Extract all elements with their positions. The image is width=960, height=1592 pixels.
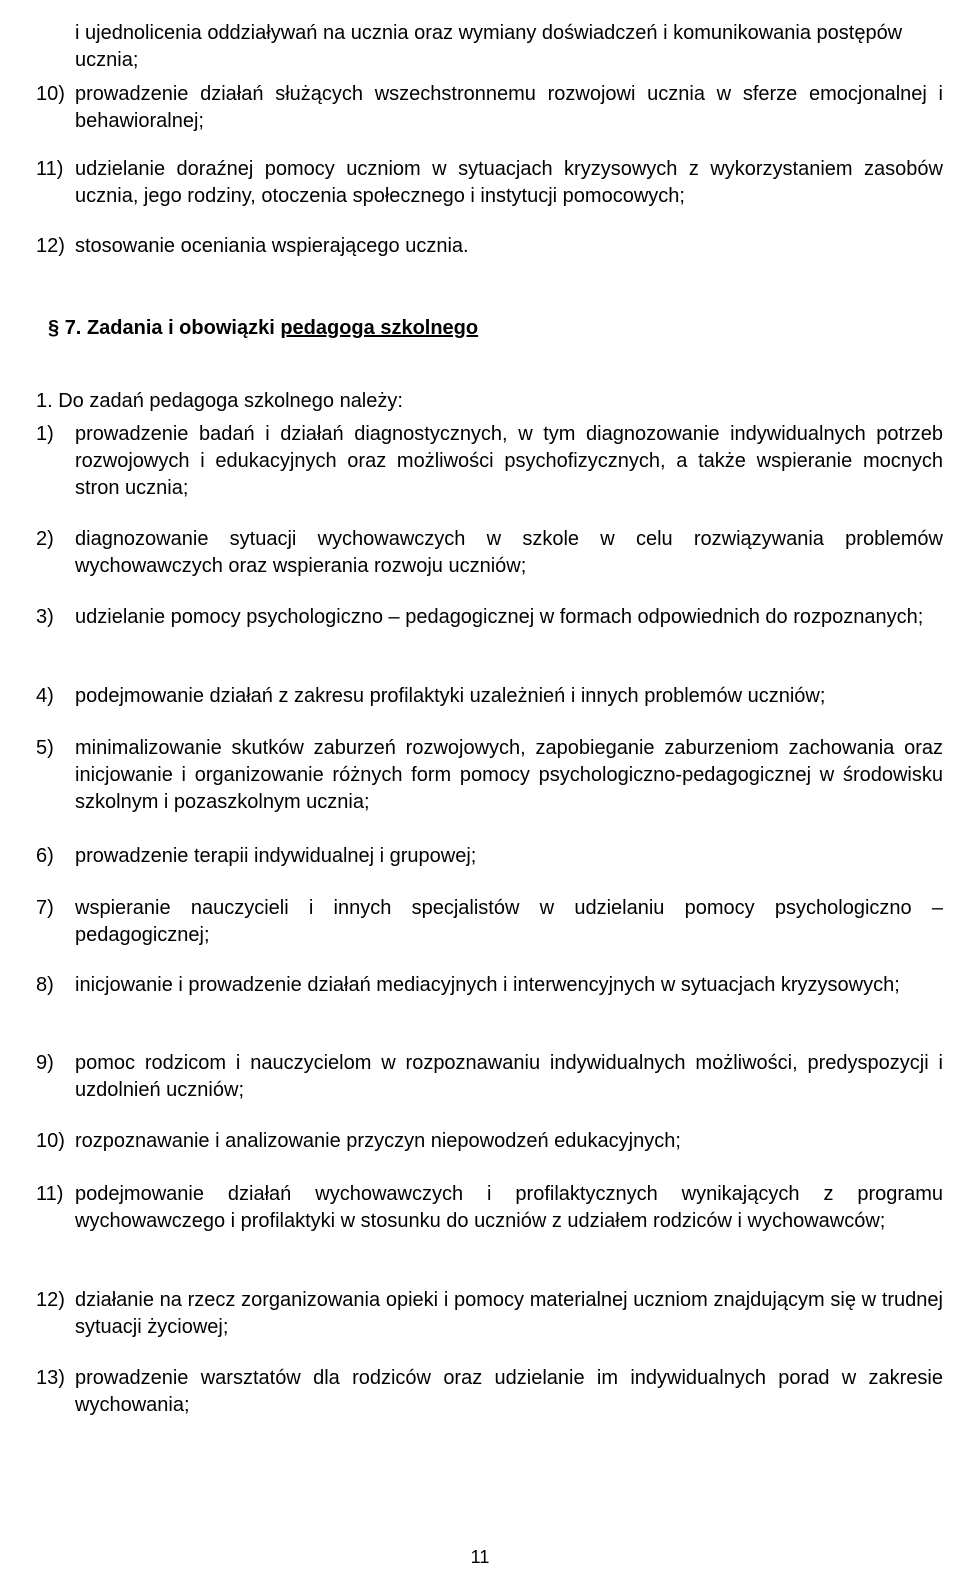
- continuation-text: i ujednolicenia oddziaływań na ucznia oraz wymiany doświadczeń i komunikowania postępów ucznia;: [75, 22, 903, 71]
- list-number: 6): [36, 845, 54, 867]
- list-item: [36, 1287, 943, 1341]
- list-item: [36, 895, 943, 949]
- list-number: 7): [36, 897, 54, 919]
- page-number: 11: [470, 1547, 490, 1567]
- list-text: prowadzenie badań i działań diagnostycznych, w tym diagnozowanie indywidualnych potrzeb rozwojowych i edukacyjnych oraz możliwości psychofizycznych, a także wspieranie mocnych stron ucznia;: [75, 423, 943, 499]
- list-number: 11): [36, 1183, 64, 1205]
- section-title-underlined: pedagoga szkolnego: [280, 317, 479, 339]
- list-number: 8): [36, 974, 54, 996]
- list-number: 2): [36, 528, 54, 550]
- list-item: [36, 1050, 943, 1104]
- section-title-text: Zadania i obowiązki: [86, 317, 275, 339]
- list-item: [36, 735, 943, 816]
- section-symbol: §: [48, 317, 60, 339]
- list-number: 4): [36, 685, 54, 707]
- list-item: [36, 526, 943, 580]
- list-item: [36, 604, 943, 631]
- list-text: prowadzenie działań służących wszechstronnemu rozwojowi ucznia w sferze emocjonalnej i behawioralnej;: [75, 83, 943, 132]
- list-text: diagnozowanie sytuacji wychowawczych w szkole w celu rozwiązywania problemów wychowawczych oraz wspierania rozwoju uczniów;: [75, 528, 943, 577]
- list-item: [36, 1128, 943, 1155]
- list-text: inicjowanie i prowadzenie działań mediacyjnych i interwencyjnych w sytuacjach kryzysowych;: [75, 974, 900, 996]
- list-number: 12): [36, 235, 65, 257]
- list-text: pomoc rodzicom i nauczycielom w rozpoznawaniu indywidualnych możliwości, predyspozycji i uzdolnień uczniów;: [75, 1052, 943, 1101]
- list-number: 10): [36, 1130, 65, 1152]
- list-text: wspieranie nauczycieli i innych specjalistów w udzielaniu pomocy psychologiczno – pedagogicznej;: [75, 897, 943, 946]
- list-text: udzielanie doraźnej pomocy uczniom w sytuacjach kryzysowych z wykorzystaniem zasobów ucznia, jego rodziny, otoczenia społecznego i instytucji pomocowych;: [75, 158, 943, 207]
- list-number: 1): [36, 423, 54, 445]
- list-text: minimalizowanie skutków zaburzeń rozwojowych, zapobieganie zaburzeniom zachowania oraz inicjowanie i organizowanie różnych form pomocy psychologiczno-pedagogicznej w środowisku szkolnym i pozaszkolnym ucznia;: [75, 737, 943, 813]
- list-item: [36, 843, 943, 870]
- list-item: [36, 156, 943, 210]
- section-number: 7.: [64, 317, 82, 339]
- list-text: działanie na rzecz zorganizowania opieki i pomocy materialnej uczniom znajdującym się w trudnej sytuacji życiowej;: [75, 1289, 943, 1338]
- list-item: [36, 972, 943, 999]
- list-number: 9): [36, 1052, 54, 1074]
- list-text: prowadzenie warsztatów dla rodziców oraz udzielanie im indywidualnych porad w zakresie wychowania;: [75, 1367, 943, 1416]
- list-text: podejmowanie działań wychowawczych i profilaktycznych wynikających z programu wychowawczego i profilaktyki w stosunku do uczniów z udziałem rodziców i wychowawców;: [75, 1183, 943, 1232]
- list-text: podejmowanie działań z zakresu profilaktyki uzależnień i innych problemów uczniów;: [75, 685, 826, 707]
- list-number: 11): [36, 158, 64, 180]
- list-number: 3): [36, 606, 54, 628]
- list-item: [36, 1181, 943, 1235]
- list-text: udzielanie pomocy psychologiczno – pedagogicznej w formach odpowiednich do rozpoznanych;: [75, 606, 924, 628]
- list-number: 10): [36, 83, 65, 105]
- list-number: 12): [36, 1289, 65, 1311]
- list-number: 5): [36, 737, 54, 759]
- list-text: prowadzenie terapii indywidualnej i grupowej;: [75, 845, 477, 867]
- list-item: [36, 233, 943, 260]
- list-item: [36, 683, 943, 710]
- list-item: [36, 81, 943, 135]
- list-text: rozpoznawanie i analizowanie przyczyn niepowodzeń edukacyjnych;: [75, 1130, 681, 1152]
- list-item: [36, 421, 943, 502]
- paragraph-intro: 1. Do zadań pedagoga szkolnego należy:: [36, 390, 403, 412]
- list-number: 13): [36, 1367, 65, 1389]
- section-heading: [48, 315, 478, 342]
- list-text: stosowanie oceniania wspierającego ucznia.: [75, 235, 469, 257]
- list-item: [36, 1365, 943, 1419]
